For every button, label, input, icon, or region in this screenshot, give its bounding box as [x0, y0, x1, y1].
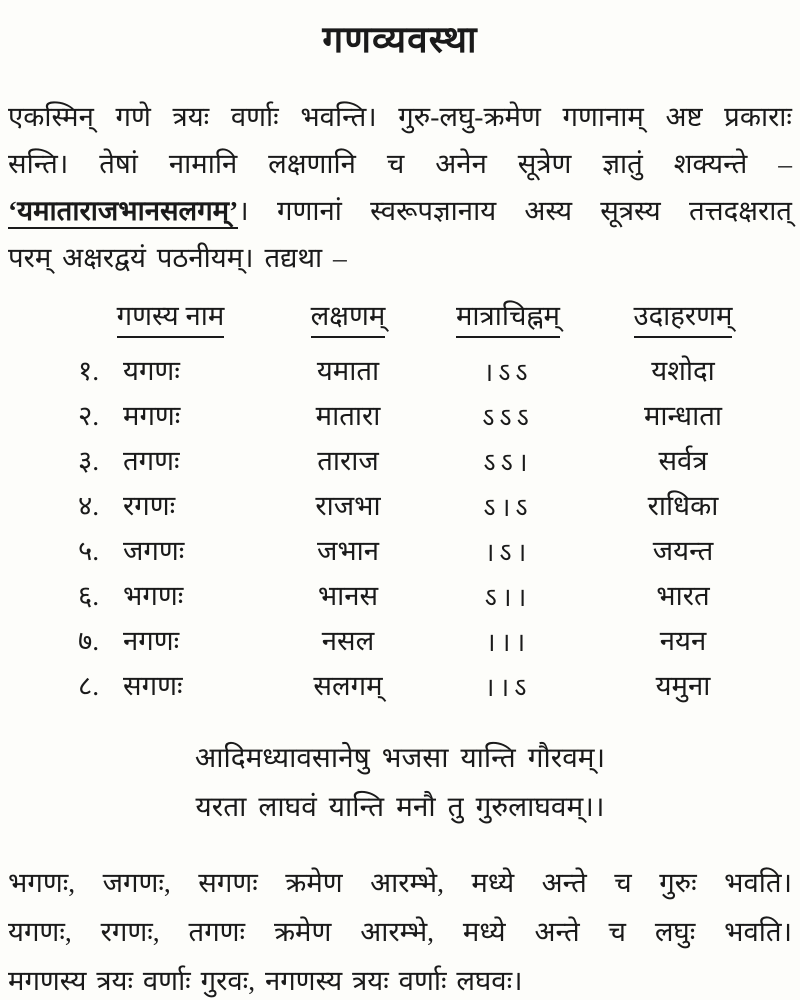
row-number: १.	[78, 355, 100, 386]
gana-name: भगणः	[123, 580, 184, 611]
matra-marks: ।ऽऽ	[483, 357, 533, 387]
row-number: २.	[78, 400, 100, 431]
laksana: सलगम्	[313, 670, 383, 701]
gana-name: तगणः	[123, 445, 180, 476]
row-number: ६.	[78, 580, 100, 611]
header-udaharana: उदाहरणम्	[583, 297, 783, 338]
note-line-1: भगणः, जगणः, सगणः क्रमेण आरम्भे, मध्ये अन्ते च गुरुः भवति।	[8, 867, 792, 898]
row-number: ५.	[78, 535, 100, 566]
table-row	[78, 438, 800, 483]
gana-table	[78, 297, 800, 708]
row-number: ८.	[78, 670, 100, 701]
sutra-underlined: ‘यमाताराजभानसलगम्’	[8, 195, 238, 229]
example-word: यशोदा	[651, 355, 715, 386]
matra-marks: ।।ऽ	[484, 672, 532, 702]
row-number: ४.	[78, 490, 100, 521]
laksana: नसल	[321, 625, 375, 656]
intro-line-3	[8, 187, 792, 234]
table-row	[78, 573, 800, 618]
example-word: यमुना	[655, 670, 711, 701]
laksana: मातारा	[315, 400, 381, 431]
intro-paragraph	[8, 93, 792, 281]
gana-name: नगणः	[123, 625, 180, 656]
page-title: गणव्यवस्था	[322, 20, 478, 61]
intro-line-4: परम् अक्षरद्वयं पठनीयम्। तद्यथा –	[8, 242, 347, 273]
matra-marks: ऽऽऽ	[482, 402, 534, 432]
summary-notes	[8, 858, 792, 1000]
example-word: भारत	[656, 580, 710, 611]
table-row	[78, 663, 800, 708]
header-matra-chihna: मात्राचिह्नम्	[433, 297, 583, 338]
table-row	[78, 528, 800, 573]
verse-line-2: यरता लाघवं यान्ति मनौ तु गुरुलाघवम्।।	[195, 792, 605, 823]
laksana: राजभा	[315, 490, 381, 521]
table-row	[78, 348, 800, 393]
intro-line-3-rest: । गणानां स्वरूपज्ञानाय अस्य सूत्रस्य तत्तदक्षरात्	[238, 195, 792, 226]
matra-marks: ऽ।ऽ	[483, 492, 533, 522]
gana-name: यगणः	[123, 355, 180, 386]
gana-name: सगणः	[123, 670, 183, 701]
memorial-verse	[0, 734, 800, 832]
header-gana-name: गणस्य नाम	[78, 297, 263, 338]
header-laksana: लक्षणम्	[263, 297, 433, 338]
intro-line-2: सन्ति। तेषां नामानि लक्षणानि च अनेन सूत्रेण ज्ञातुं शक्यन्ते –	[8, 148, 792, 179]
verse-line-1: आदिमध्यावसानेषु भजसा यान्ति गौरवम्।	[194, 743, 606, 774]
row-number: ७.	[78, 625, 100, 656]
laksana: जभान	[316, 535, 380, 566]
table-row	[78, 483, 800, 528]
matra-marks: ऽऽ।	[483, 447, 533, 477]
matra-marks: ।।।	[485, 627, 531, 657]
gana-name: जगणः	[123, 535, 185, 566]
laksana: ताराज	[317, 445, 379, 476]
matra-marks: ऽ।।	[484, 582, 532, 612]
example-word: सर्वत्र	[658, 445, 708, 476]
matra-marks: ।ऽ।	[484, 537, 532, 567]
laksana: भानस	[317, 580, 379, 611]
laksana: यमाता	[316, 355, 380, 386]
example-word: मान्धाता	[643, 400, 723, 431]
note-line-2: यगणः, रगणः, तगणः क्रमेण आरम्भे, मध्ये अन्ते च लघुः भवति।	[8, 916, 792, 947]
intro-line-1: एकस्मिन् गणे त्रयः वर्णाः भवन्ति। गुरु-लघु-क्रमेण गणानाम् अष्ट प्रकाराः	[8, 101, 792, 132]
gana-name: रगणः	[123, 490, 176, 521]
example-word: राधिका	[647, 490, 719, 521]
table-row	[78, 618, 800, 663]
gana-name: मगणः	[123, 400, 181, 431]
example-word: नयन	[659, 625, 707, 656]
table-row	[78, 393, 800, 438]
example-word: जयन्त	[652, 535, 714, 566]
note-line-3: मगणस्य त्रयः वर्णाः गुरवः, नगणस्य त्रयः वर्णाः लघवः।	[8, 965, 523, 996]
table-header-row	[78, 297, 800, 338]
row-number: ३.	[78, 445, 100, 476]
